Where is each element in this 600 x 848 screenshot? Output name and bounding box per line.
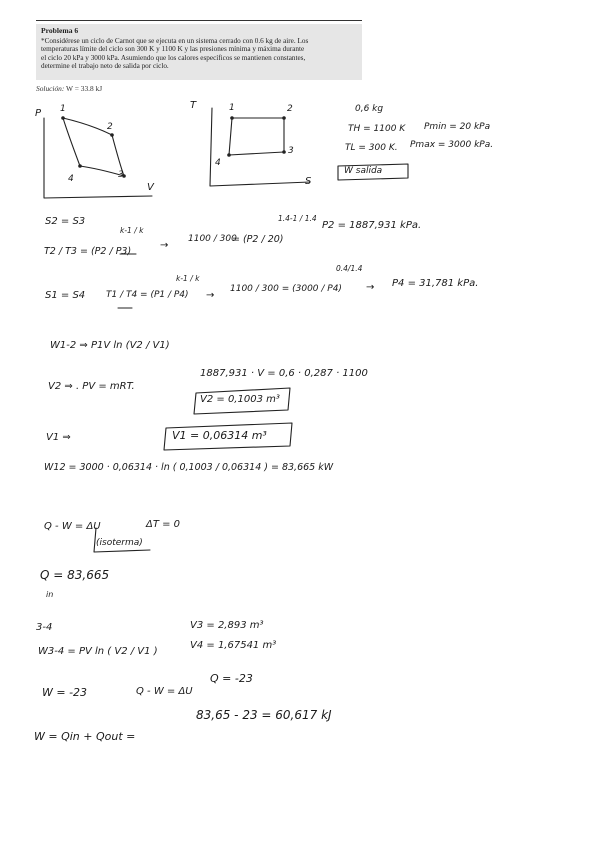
note-qin-sub: in [46, 590, 54, 599]
given-th: TH = 1100 K [348, 124, 406, 134]
given-tl: TL = 300 K. [345, 143, 398, 153]
note-arrow3: → [366, 282, 375, 293]
problem-line: *Considérese un ciclo de Carnot que se ejecuta en un sistema cerrado con 0.6 kg de aire. Los [41, 36, 309, 45]
note-qw-delta: ΔT = 0 [146, 519, 181, 530]
note-ideal-gas: 1887,931 · V = 0,6 · 0,287 · 1100 [200, 368, 368, 379]
note-w12-calc: W12 = 3000 · 0,06314 · ln ( 0,1003 / 0,06314 ) = 83,665 kW [44, 462, 334, 473]
note-exp2: 1.4-1 / 1.4 [278, 214, 317, 223]
note-w12: W1-2 ⇒ P1V ln (V2 / V1) [50, 340, 170, 351]
given-target: W salida [344, 166, 383, 176]
ts-point-2: 2 [287, 104, 293, 114]
note-w-neg: W = -23 [42, 686, 88, 699]
given-mass: 0,6 kg [355, 104, 384, 114]
note-p4: P4 = 31,781 kPa. [392, 278, 479, 289]
pv-point-2: 2 [107, 122, 113, 132]
given-pmin: Pmin = 20 kPa [424, 122, 491, 132]
note-v3: V3 = 2,893 m³ [190, 620, 264, 631]
note-isoterma: (isoterma) [96, 538, 143, 548]
note-exp1: k-1 / k [120, 226, 144, 235]
note-s1s4: S1 = S4 [45, 290, 86, 301]
note-v2: V2 ⇒ . PV = mRT. [48, 381, 135, 392]
note-v1: V1 ⇒ [46, 432, 71, 443]
problem-line: determine el trabajo neto de salida por ciclo. [41, 62, 169, 71]
note-ratio1: 1100 / 300 [188, 234, 237, 244]
ts-axis-s: S [305, 176, 312, 187]
problem-line: temperaturas límite del ciclo son 300 K y 1100 K y las presiones mínima y máxima durante [41, 45, 305, 54]
pv-axis-v: V [147, 182, 154, 193]
solution-value: W = 33.8 kJ [66, 84, 103, 93]
pv-point-4: 4 [68, 174, 74, 184]
note-s2s3: S2 = S3 [45, 216, 86, 227]
note-t1t4: T1 / T4 = (P1 / P4) [106, 290, 189, 300]
ts-point-1: 1 [229, 103, 235, 113]
pv-axis-p: P [35, 108, 42, 119]
note-v1-result: V1 = 0,06314 m³ [172, 429, 267, 442]
ts-axis-t: T [190, 100, 197, 111]
note-ratio2: 1100 / 300 = (3000 / P4) [230, 284, 342, 294]
note-w-final: W = Qin + Qout = [34, 730, 136, 743]
note-arrow1: → [160, 240, 169, 251]
note-step34: 3-4 [36, 622, 53, 633]
note-eq1: = (P2 / P3) [80, 246, 132, 257]
problem-line: el ciclo 20 kPa y 3000 kPa. Asumiendo que los calores específicos se mantienen constantes, [41, 53, 306, 62]
note-t2t3: T2 / T3 [44, 246, 77, 257]
ts-axes [210, 108, 310, 186]
note-p2: P2 = 1887,931 kPa. [322, 220, 422, 231]
note-q-neg: Q = -23 [210, 672, 253, 685]
note-w34: W3-4 = PV ln ( V2 / V1 ) [38, 646, 158, 657]
pv-cycle [63, 118, 124, 176]
pv-point-1: 1 [60, 104, 66, 114]
note-qin: Q = 83,665 [40, 568, 110, 582]
pv-axes [44, 118, 152, 198]
note-v2-result: V2 = 0,1003 m³ [200, 394, 280, 405]
note-qw: Q - W = ΔU [44, 521, 101, 532]
note-w-result: 83,65 - 23 = 60,617 kJ [196, 708, 332, 722]
note-exp3: k-1 / k [176, 274, 200, 283]
note-eq2: = (P2 / 20) [232, 234, 284, 245]
note-arrow2: → [206, 290, 215, 301]
ts-point-4: 4 [215, 158, 221, 168]
solution-label: Solución: [36, 84, 65, 93]
ts-point-3: 3 [288, 146, 294, 156]
problem-title: Problema 6 [41, 26, 79, 35]
given-pmax: Pmax = 3000 kPa. [410, 140, 494, 150]
pv-point-3: 3 [118, 170, 124, 180]
note-qw2: Q - W = ΔU [136, 686, 193, 697]
ts-cycle [229, 118, 284, 155]
note-v4: V4 = 1,67541 m³ [190, 640, 277, 651]
note-exp4: 0.4/1.4 [336, 264, 363, 273]
